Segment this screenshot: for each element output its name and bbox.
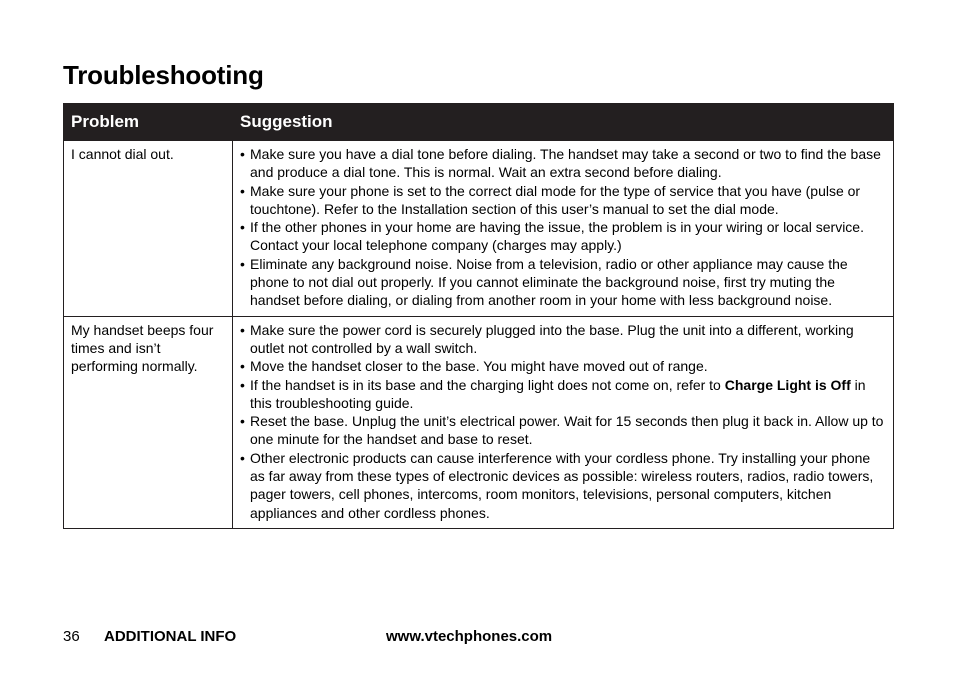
suggestion-list <box>240 321 886 522</box>
suggestion-item: • Move the handset closer to the base. You might have moved out of range. <box>240 357 886 375</box>
charge-light-reference: Charge Light is Off <box>724 376 851 393</box>
suggestion-list <box>240 145 886 310</box>
suggestion-item: • Make sure the power cord is securely plugged into the base. Plug the unit into a different, working outlet not controlled by a wall switch. <box>240 321 886 358</box>
problem-cell: My handset beeps four times and isn’t performing normally. <box>64 316 233 528</box>
suggestion-column-header: Suggestion <box>233 104 894 141</box>
footer-section-label: ADDITIONAL INFO <box>104 628 237 645</box>
suggestion-item: • Other electronic products can cause interference with your cordless phone. Try installing your phone as far away from these types of electronic devices as possible: wireless routers, radios, radio towers, pager towers, cell phones, intercoms, room monitors, televisions, personal computers, kitchen appliances and other cordless phones. <box>240 449 886 522</box>
suggestion-text: in this troubleshooting guide. <box>250 376 866 411</box>
page-title: Troubleshooting <box>63 60 264 90</box>
table-header-row <box>64 104 894 141</box>
suggestion-cell <box>233 316 894 528</box>
footer-website: www.vtechphones.com <box>386 628 553 645</box>
suggestion-item <box>240 376 886 413</box>
suggestion-cell <box>233 141 894 317</box>
page-number: 36 <box>63 628 80 645</box>
suggestion-item: • Make sure you have a dial tone before dialing. The handset may take a second or two to find the base and produce a dial tone. This is normal. Wait an extra second before dialing. <box>240 145 886 182</box>
problem-column-header: Problem <box>64 104 233 141</box>
table-row <box>64 316 894 528</box>
suggestion-item: • Make sure your phone is set to the correct dial mode for the type of service that you have (pulse or touchtone). Refer to the Installation section of this user’s manual to set the dial mode. <box>240 182 886 219</box>
suggestion-item: • Eliminate any background noise. Noise from a television, radio or other appliance may cause the phone to not dial out properly. If you cannot eliminate the background noise, first try muting the handset before dialing, or dialing from another room in your home with less background noise. <box>240 255 886 310</box>
troubleshooting-table <box>63 103 894 529</box>
suggestion-item: • Reset the base. Unplug the unit’s electrical power. Wait for 15 seconds then plug it back in. Allow up to one minute for the handset and base to reset. <box>240 412 886 449</box>
table-row <box>64 141 894 317</box>
suggestion-item: • If the other phones in your home are having the issue, the problem is in your wiring or local service. Contact your local telephone company (charges may apply.) <box>240 218 886 255</box>
suggestion-text: If the handset is in its base and the charging light does not come on, refer to <box>250 376 725 393</box>
problem-cell: I cannot dial out. <box>64 141 233 317</box>
